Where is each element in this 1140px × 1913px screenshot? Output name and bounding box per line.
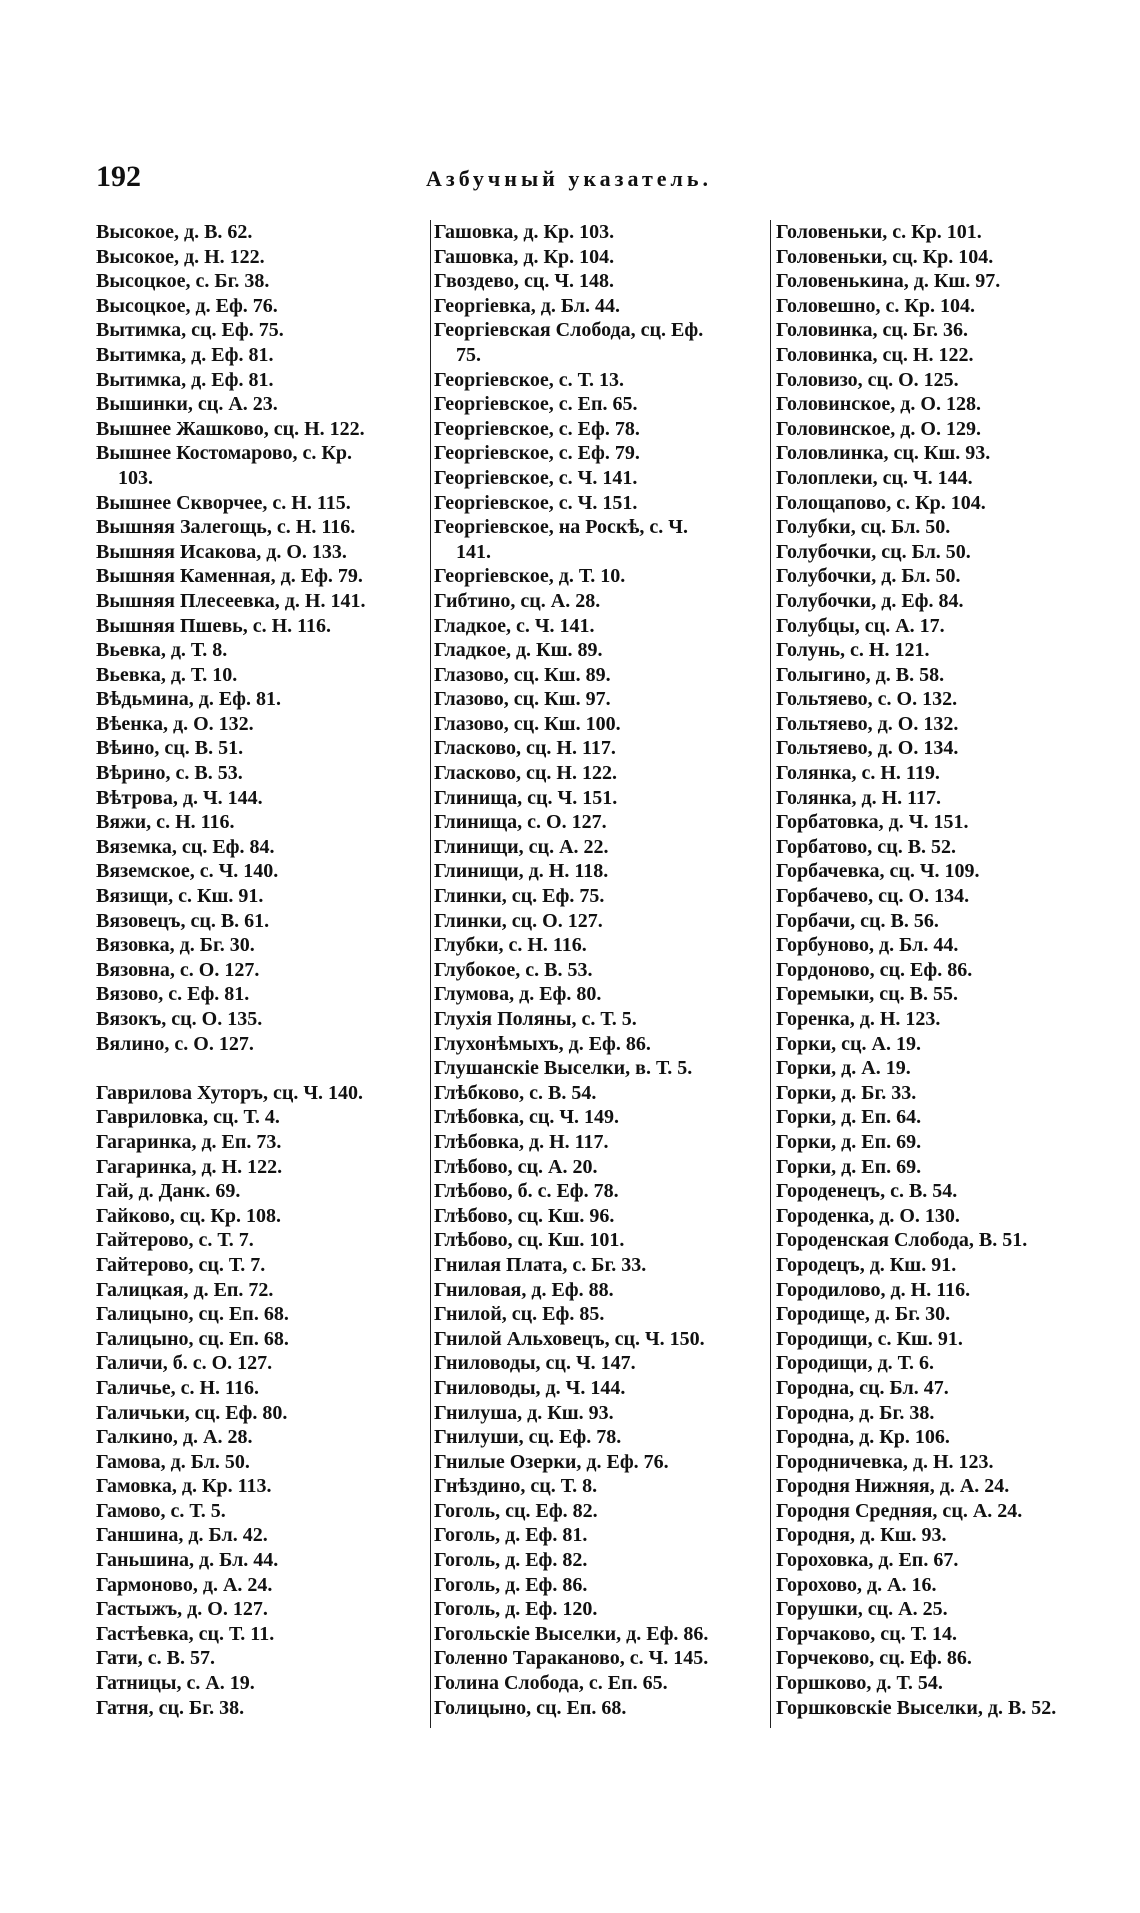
index-entry: Горохово, д. А. 16. bbox=[776, 1573, 937, 1596]
index-entry: Глѣбовка, д. Н. 117. bbox=[434, 1130, 609, 1153]
index-entry: 103. bbox=[118, 466, 153, 489]
index-entry: Городня Средняя, сц. А. 24. bbox=[776, 1499, 1023, 1522]
index-entry: Гайтерово, сц. Т. 7. bbox=[96, 1253, 266, 1276]
index-entry: Горки, д. Бг. 33. bbox=[776, 1081, 917, 1104]
index-entry: Вьевка, д. Т. 8. bbox=[96, 639, 228, 662]
index-entry: Городня Нижняя, д. А. 24. bbox=[776, 1475, 1010, 1498]
index-entry: Городничевка, д. Н. 123. bbox=[776, 1450, 994, 1473]
index-entry: Вытимка, д. Еф. 81. bbox=[96, 343, 274, 366]
index-entry: Гати, с. В. 57. bbox=[96, 1647, 216, 1670]
index-entry: Горки, д. Еп. 69. bbox=[776, 1155, 922, 1178]
column-divider bbox=[430, 220, 431, 1728]
index-entry: Георгіевское, с. Еп. 65. bbox=[434, 393, 638, 416]
index-entry: Глубокое, с. В. 53. bbox=[434, 958, 593, 981]
index-entry: Высокое, д. В. 62. bbox=[96, 221, 253, 243]
index-entry: Голенно Тараканово, с. Ч. 145. bbox=[434, 1647, 709, 1670]
index-entry: Высоцкое, с. Бг. 38. bbox=[96, 270, 270, 293]
index-entry: Георгіевка, д. Бл. 44. bbox=[434, 294, 621, 317]
index-entry: Головеньки, сц. Кр. 104. bbox=[776, 245, 994, 268]
index-entry: Вѣенка, д. О. 132. bbox=[96, 712, 254, 735]
index-entry: Гнилой, сц. Еф. 85. bbox=[434, 1303, 605, 1326]
index-entry: Галкино, д. А. 28. bbox=[96, 1426, 253, 1449]
index-entry: 75. bbox=[456, 343, 481, 366]
index-entry: Городна, д. Кр. 106. bbox=[776, 1426, 950, 1449]
index-entry: Гольтяево, д. О. 132. bbox=[776, 712, 959, 735]
index-entry: Вышнее Жашково, сц. Н. 122. bbox=[96, 417, 365, 440]
index-entry: Глѣбовка, сц. Ч. 149. bbox=[434, 1106, 620, 1129]
index-entry: Городенская Слобода, В. 51. bbox=[776, 1229, 1028, 1252]
index-entry: Вязовка, д. Бг. 30. bbox=[96, 934, 255, 957]
index-entry: Гайково, сц. Кр. 108. bbox=[96, 1204, 281, 1227]
index-entry: Голубцы, сц. А. 17. bbox=[776, 614, 945, 637]
index-entry: Ганшина, д. Бл. 42. bbox=[96, 1524, 268, 1547]
index-entry: Гнилуши, сц. Еф. 78. bbox=[434, 1426, 622, 1449]
index-entry: Гавриловка, сц. Т. 4. bbox=[96, 1106, 280, 1129]
index-entry: Голубки, сц. Бл. 50. bbox=[776, 516, 951, 539]
index-entry: Глѣбово, сц. Кш. 96. bbox=[434, 1204, 615, 1227]
index-entry: Гашовка, д. Кр. 104. bbox=[434, 245, 615, 268]
index-entry: Голощапово, с. Кр. 104. bbox=[776, 491, 986, 514]
index-entry: Глинищи, сц. А. 22. bbox=[434, 835, 609, 858]
index-entry: Голунь, с. Н. 121. bbox=[776, 639, 930, 662]
index-entry: Горбачи, сц. В. 56. bbox=[776, 909, 939, 932]
index-entry: Горшковскіе Выселки, д. В. 52. bbox=[776, 1696, 1057, 1719]
index-entry: Гласково, сц. Н. 117. bbox=[434, 737, 616, 760]
index-entry: Городня, д. Кш. 93. bbox=[776, 1524, 947, 1547]
index-entry: Глазово, сц. Кш. 100. bbox=[434, 712, 621, 735]
index-entry: Голицыно, сц. Еп. 68. bbox=[434, 1696, 627, 1719]
index-entry: Вялино, с. О. 127. bbox=[96, 1032, 254, 1055]
index-entry: Гаврилова Хуторъ, сц. Ч. 140. bbox=[96, 1081, 364, 1104]
index-entry: Городна, сц. Бл. 47. bbox=[776, 1376, 949, 1399]
index-entry: Голубочки, д. Еф. 84. bbox=[776, 589, 964, 612]
index-entry: Галицыно, сц. Еп. 68. bbox=[96, 1303, 289, 1326]
index-entry: Головинка, сц. Н. 122. bbox=[776, 343, 974, 366]
index-entry: Гладкое, с. Ч. 141. bbox=[434, 614, 595, 637]
index-entry: Гордоново, сц. Еф. 86. bbox=[776, 958, 973, 981]
index-entry: Вышняя Пшевь, с. Н. 116. bbox=[96, 614, 332, 637]
index-entry: Вышняя Исакова, д. О. 133. bbox=[96, 540, 347, 563]
index-entry: Головенькина, д. Кш. 97. bbox=[776, 270, 1001, 293]
column-divider bbox=[770, 220, 771, 1728]
index-entry: Глазово, сц. Кш. 97. bbox=[434, 688, 611, 711]
index-entry: Галичи, б. с. О. 127. bbox=[96, 1352, 273, 1375]
index-entry: Высокое, д. Н. 122. bbox=[96, 245, 265, 268]
index-entry: Городище, д. Бг. 30. bbox=[776, 1303, 951, 1326]
index-entry: Горки, д. Еп. 64. bbox=[776, 1106, 922, 1129]
running-title: Азбучный указатель. bbox=[426, 166, 712, 191]
index-entry: Вышняя Залегощь, с. Н. 116. bbox=[96, 516, 356, 539]
index-entry: Городенецъ, с. В. 54. bbox=[776, 1180, 958, 1203]
index-entry: Ганьшина, д. Бл. 44. bbox=[96, 1549, 279, 1572]
index-entry: Гагаринка, д. Н. 122. bbox=[96, 1155, 283, 1178]
index-entry: Городилово, д. Н. 116. bbox=[776, 1278, 971, 1301]
index-entry: Вѣтрова, д. Ч. 144. bbox=[96, 786, 263, 809]
index-entry: Галицкая, д. Еп. 72. bbox=[96, 1278, 274, 1301]
index-entry: Гатня, сц. Бг. 38. bbox=[96, 1696, 245, 1719]
index-entry: Галичьки, сц. Еф. 80. bbox=[96, 1401, 288, 1424]
index-entry: Гниловоды, сц. Ч. 147. bbox=[434, 1352, 636, 1375]
index-entry: Гастѣевка, сц. Т. 11. bbox=[96, 1622, 275, 1645]
index-entry: Глинища, сц. Ч. 151. bbox=[434, 786, 618, 809]
index-entry: Городищи, д. Т. 6. bbox=[776, 1352, 935, 1375]
index-entry: Головинское, д. О. 128. bbox=[776, 393, 981, 416]
index-entry: Гольтяево, д. О. 134. bbox=[776, 737, 959, 760]
index-entry: Горбатовка, д. Ч. 151. bbox=[776, 811, 969, 834]
page-header bbox=[96, 160, 1016, 196]
index-entry: Горки, сц. А. 19. bbox=[776, 1032, 921, 1055]
index-entry: Гашовка, д. Кр. 103. bbox=[434, 221, 615, 243]
index-entry: Гниловоды, д. Ч. 144. bbox=[434, 1376, 626, 1399]
index-entry: Гниловая, д. Еф. 88. bbox=[434, 1278, 614, 1301]
index-entry: Высоцкое, д. Еф. 76. bbox=[96, 294, 278, 317]
index-entry: Георгіевское, д. Т. 10. bbox=[434, 565, 626, 588]
index-entry: Горки, д. А. 19. bbox=[776, 1057, 911, 1080]
index-entry: Глухонѣмыхъ, д. Еф. 86. bbox=[434, 1032, 651, 1055]
index-entry: Вязокъ, сц. О. 135. bbox=[96, 1008, 263, 1030]
index-entry: Городищи, с. Кш. 91. bbox=[776, 1327, 963, 1350]
page-number: 192 bbox=[96, 160, 141, 193]
index-entry: Гамовка, д. Кр. 113. bbox=[96, 1475, 272, 1498]
index-entry: Головешно, с. Кр. 104. bbox=[776, 294, 976, 317]
index-entry: Вышинки, сц. А. 23. bbox=[96, 393, 278, 416]
index-entry: Глазово, сц. Кш. 89. bbox=[434, 663, 611, 686]
index-entry: Вьевка, д. Т. 10. bbox=[96, 663, 238, 686]
index-entry: Горчаково, сц. Т. 14. bbox=[776, 1622, 958, 1645]
index-entry: Вышнее Костомарово, с. Кр. bbox=[96, 442, 352, 465]
index-entry: Гольтяево, с. О. 132. bbox=[776, 688, 958, 711]
index-entry: Головизо, сц. О. 125. bbox=[776, 368, 959, 391]
index-entry: Гоголь, д. Еф. 120. bbox=[434, 1598, 598, 1621]
index-entry: Голянка, д. Н. 117. bbox=[776, 786, 942, 809]
index-entry: Горчековo, сц. Еф. 86. bbox=[776, 1647, 972, 1670]
index-entry: Вытимка, сц. Еф. 75. bbox=[96, 319, 284, 342]
index-entry: Галичье, с. Н. 116. bbox=[96, 1376, 259, 1399]
index-entry: Вышняя Каменная, д. Еф. 79. bbox=[96, 565, 363, 588]
index-entry: Гладкое, д. Кш. 89. bbox=[434, 639, 603, 662]
index-entry: Гнилая Плата, с. Бг. 33. bbox=[434, 1253, 647, 1276]
index-entry: Гоголь, д. Еф. 86. bbox=[434, 1573, 588, 1596]
index-entry: 141. bbox=[456, 540, 491, 563]
index-entry: Горбачево, сц. О. 134. bbox=[776, 885, 970, 908]
index-entry: Голыгино, д. В. 58. bbox=[776, 663, 945, 686]
index-entry: Глубки, с. Н. 116. bbox=[434, 934, 587, 957]
index-entry: Глѣбово, б. с. Еф. 78. bbox=[434, 1180, 619, 1203]
section-gap bbox=[96, 1056, 426, 1081]
index-entry: Гагаринка, д. Еп. 73. bbox=[96, 1130, 282, 1153]
index-entry: Горбуново, д. Бл. 44. bbox=[776, 934, 959, 957]
index-entry: Гармоново, д. А. 24. bbox=[96, 1573, 273, 1596]
index-entry: Глухія Поляны, с. Т. 5. bbox=[434, 1008, 637, 1030]
index-entry: Горшково, д. Т. 54. bbox=[776, 1672, 943, 1695]
index-entry: Городенка, д. О. 130. bbox=[776, 1204, 960, 1227]
index-entry: Голянка, с. Н. 119. bbox=[776, 762, 940, 785]
index-entry: Гнилые Озерки, д. Еф. 76. bbox=[434, 1450, 669, 1473]
index-entry: Вяжи, с. Н. 116. bbox=[96, 811, 235, 834]
index-entry: Гнилуша, д. Кш. 93. bbox=[434, 1401, 614, 1424]
index-entry: Гоголь, сц. Еф. 82. bbox=[434, 1499, 598, 1522]
index-entry: Вязово, с. Еф. 81. bbox=[96, 983, 250, 1006]
index-entry: Гамово, с. Т. 5. bbox=[96, 1499, 226, 1522]
index-entry: Гоголь, д. Еф. 81. bbox=[434, 1524, 588, 1547]
index-entry: Глинки, сц. Еф. 75. bbox=[434, 885, 605, 908]
index-column-1 bbox=[96, 220, 426, 1720]
index-entry: Вѣино, сц. В. 51. bbox=[96, 737, 244, 760]
index-entry: Вышняя Плесеевка, д. Н. 141. bbox=[96, 589, 366, 612]
index-entry: Георгіевская Слобода, сц. Еф. bbox=[434, 319, 704, 342]
index-entry: Глинищи, д. Н. 118. bbox=[434, 860, 609, 883]
index-entry: Голоплеки, сц. Ч. 144. bbox=[776, 466, 973, 489]
index-entry: Горбатово, сц. В. 52. bbox=[776, 835, 957, 858]
index-entry: Глумова, д. Еф. 80. bbox=[434, 983, 602, 1006]
index-entry: Георгіевское, с. Еф. 78. bbox=[434, 417, 640, 440]
index-entry: Вяземка, сц. Еф. 84. bbox=[96, 835, 275, 858]
index-entry: Вѣрино, с. В. 53. bbox=[96, 762, 243, 785]
index-entry: Голина Слобода, с. Еп. 65. bbox=[434, 1672, 668, 1695]
index-entry: Гогольскіе Выселки, д. Еф. 86. bbox=[434, 1622, 709, 1645]
index-column-3 bbox=[776, 220, 1106, 1720]
index-entry: Городецъ, д. Кш. 91. bbox=[776, 1253, 957, 1276]
index-entry: Глушанскіе Выселки, в. Т. 5. bbox=[434, 1057, 693, 1080]
index-entry: Горбачевка, сц. Ч. 109. bbox=[776, 860, 980, 883]
index-entry: Вязовецъ, сц. В. 61. bbox=[96, 909, 270, 932]
index-entry: Гнѣздино, сц. Т. 8. bbox=[434, 1475, 598, 1498]
index-entry: Гайтерово, с. Т. 7. bbox=[96, 1229, 254, 1252]
index-entry: Головлинка, сц. Кш. 93. bbox=[776, 442, 991, 465]
index-entry: Гастыжъ, д. О. 127. bbox=[96, 1598, 268, 1621]
index-entry: Гнилой Альховецъ, сц. Ч. 150. bbox=[434, 1327, 705, 1350]
index-entry: Вязищи, с. Кш. 91. bbox=[96, 885, 264, 908]
index-entry: Гласково, сц. Н. 122. bbox=[434, 762, 617, 785]
index-entry: Георгіевское, на Роскѣ, с. Ч. bbox=[434, 516, 688, 539]
index-entry: Глинки, сц. О. 127. bbox=[434, 909, 603, 932]
index-entry: Головеньки, с. Кр. 101. bbox=[776, 221, 982, 243]
index-column-2 bbox=[434, 220, 764, 1720]
index-entry: Георгіевское, с. Ч. 141. bbox=[434, 466, 638, 489]
index-entry: Городна, д. Бг. 38. bbox=[776, 1401, 935, 1424]
index-entry: Горушки, сц. А. 25. bbox=[776, 1598, 948, 1621]
index-entry: Горки, д. Еп. 69. bbox=[776, 1130, 922, 1153]
index-entry: Головинское, д. О. 129. bbox=[776, 417, 981, 440]
index-entry: Гороховка, д. Еп. 67. bbox=[776, 1549, 959, 1572]
index-entry: Вѣдьмина, д. Еф. 81. bbox=[96, 688, 281, 711]
index-entry: Вытимка, д. Еф. 81. bbox=[96, 368, 274, 391]
index-entry: Горенка, д. Н. 123. bbox=[776, 1008, 941, 1030]
index-entry: Гоголь, д. Еф. 82. bbox=[434, 1549, 588, 1572]
index-entry: Голубочки, д. Бл. 50. bbox=[776, 565, 961, 588]
index-entry: Гатницы, с. А. 19. bbox=[96, 1672, 255, 1695]
index-entry: Георгіевское, с. Т. 13. bbox=[434, 368, 624, 391]
index-entry: Вязовна, с. О. 127. bbox=[96, 958, 260, 981]
index-entry: Георгіевское, с. Еф. 79. bbox=[434, 442, 640, 465]
index-entry: Георгіевское, с. Ч. 151. bbox=[434, 491, 638, 514]
index-entry: Глѣбово, сц. А. 20. bbox=[434, 1155, 598, 1178]
index-entry: Вяземское, с. Ч. 140. bbox=[96, 860, 279, 883]
index-entry: Горемыки, сц. В. 55. bbox=[776, 983, 958, 1006]
index-entry: Глинища, с. О. 127. bbox=[434, 811, 607, 834]
index-entry: Головинка, сц. Бг. 36. bbox=[776, 319, 968, 342]
index-entry: Гибтино, сц. А. 28. bbox=[434, 589, 601, 612]
index-entry: Галицыно, сц. Еп. 68. bbox=[96, 1327, 289, 1350]
index-entry: Гай, д. Данк. 69. bbox=[96, 1180, 241, 1203]
index-entry: Вышнее Скворчее, с. Н. 115. bbox=[96, 491, 351, 514]
index-entry: Глѣбково, с. В. 54. bbox=[434, 1081, 597, 1104]
index-entry: Голубочки, сц. Бл. 50. bbox=[776, 540, 971, 563]
index-entry: Гамова, д. Бл. 50. bbox=[96, 1450, 250, 1473]
index-entry: Глѣбово, сц. Кш. 101. bbox=[434, 1229, 625, 1252]
index-entry: Гвоздево, сц. Ч. 148. bbox=[434, 270, 615, 293]
